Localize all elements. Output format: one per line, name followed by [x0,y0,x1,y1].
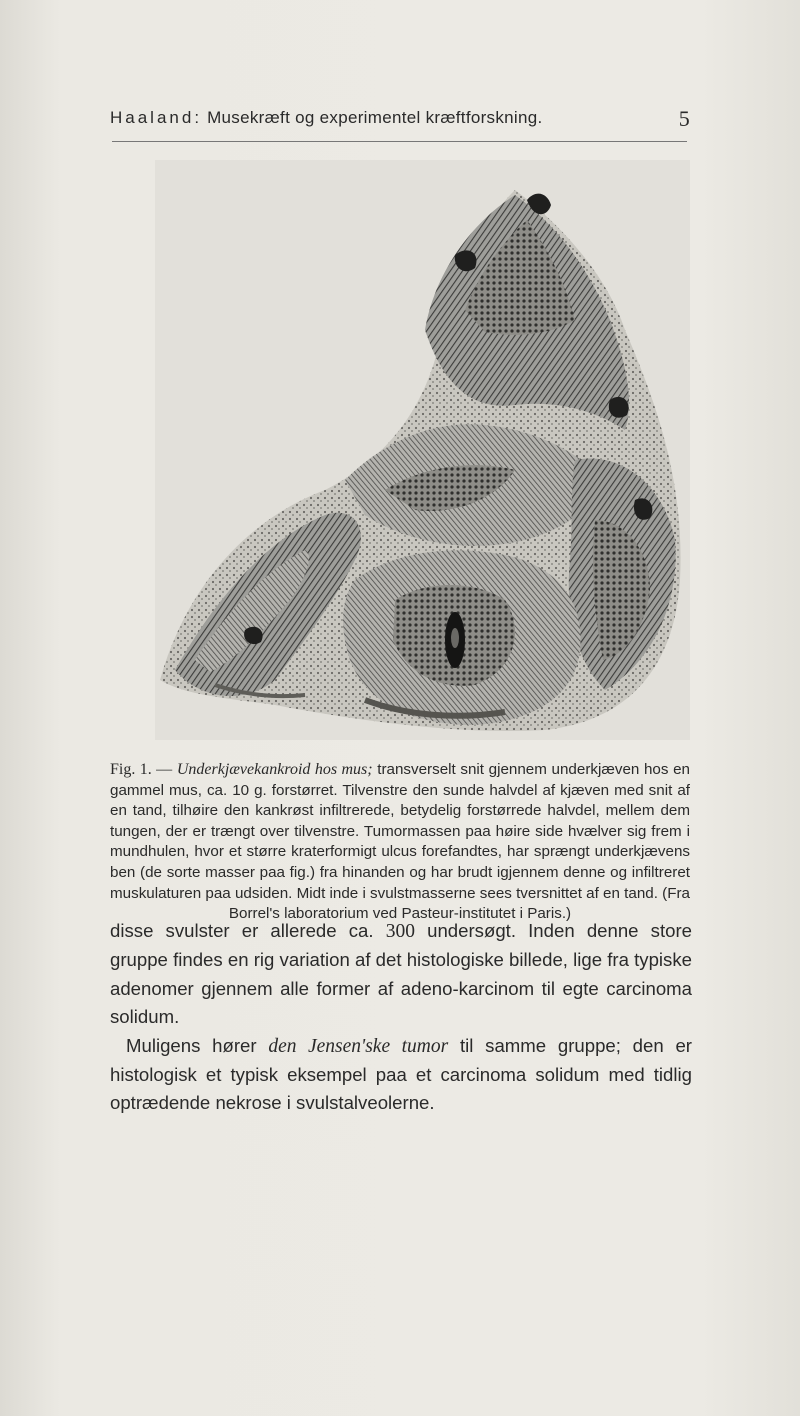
caption-title: Underkjævekankroid hos mus; [176,761,373,778]
p2-italic: den Jensen'ske tumor [268,1035,449,1057]
figure-caption [110,760,690,925]
page-number: 5 [678,106,690,131]
running-header [110,108,690,138]
paragraph-1 [110,917,692,1032]
histology-section-image [155,160,690,740]
p2-text-b: til samme gruppe; den er histologisk et typisk eksempel paa et carcinoma solidum med tidlig optrædende nekrose i svulstalveolerne. [110,1034,692,1114]
body-text [110,917,692,1118]
caption-label: Fig. 1. — [110,761,173,778]
header-title: Musekræft og experimentel kræftforskning. [207,108,543,127]
header-author: Haaland: [110,108,203,127]
p1-number: 300 [385,921,415,942]
caption-text: transverselt snit gjennem underkjæven hos en gammel mus, ca. 10 g. forstørret. Tilvenstre den sunde halvdel af kjæven med snit af en tand, tilhøire den kankrøst infiltrerede, betydelig forstørrede halvdel, mellem dem tungen, der er trængt over tilvenstre. Tumormassen paa høire side hvælver sig frem i mundhulen, hvor et større kraterformigt ulcus forefandtes, har sprængt underkjævens ben (de sorte masser paa fig.) fra hinanden og har brudt igjennem denne og infiltreret muskulaturen paa udsiden. Midt inde i svulstmasserne sees tversnittet af en tand. (Fra Borrel's laboratorium ved Pasteur-institutet i Paris.) [110,761,690,923]
figure-1 [155,160,690,740]
p1-text-b: undersøgt. Inden denne store gruppe findes en rig variation af det histologiske billede, lige fra typiske adenomer gjennem alle former af adeno-karcinom til egte carcinoma solidum. [110,920,692,1028]
header-rule [112,141,687,142]
p1-text-a: disse svulster er allerede ca. [110,920,374,941]
paragraph-2 [110,1032,692,1118]
p2-text-a: Muligens hører [126,1034,257,1056]
